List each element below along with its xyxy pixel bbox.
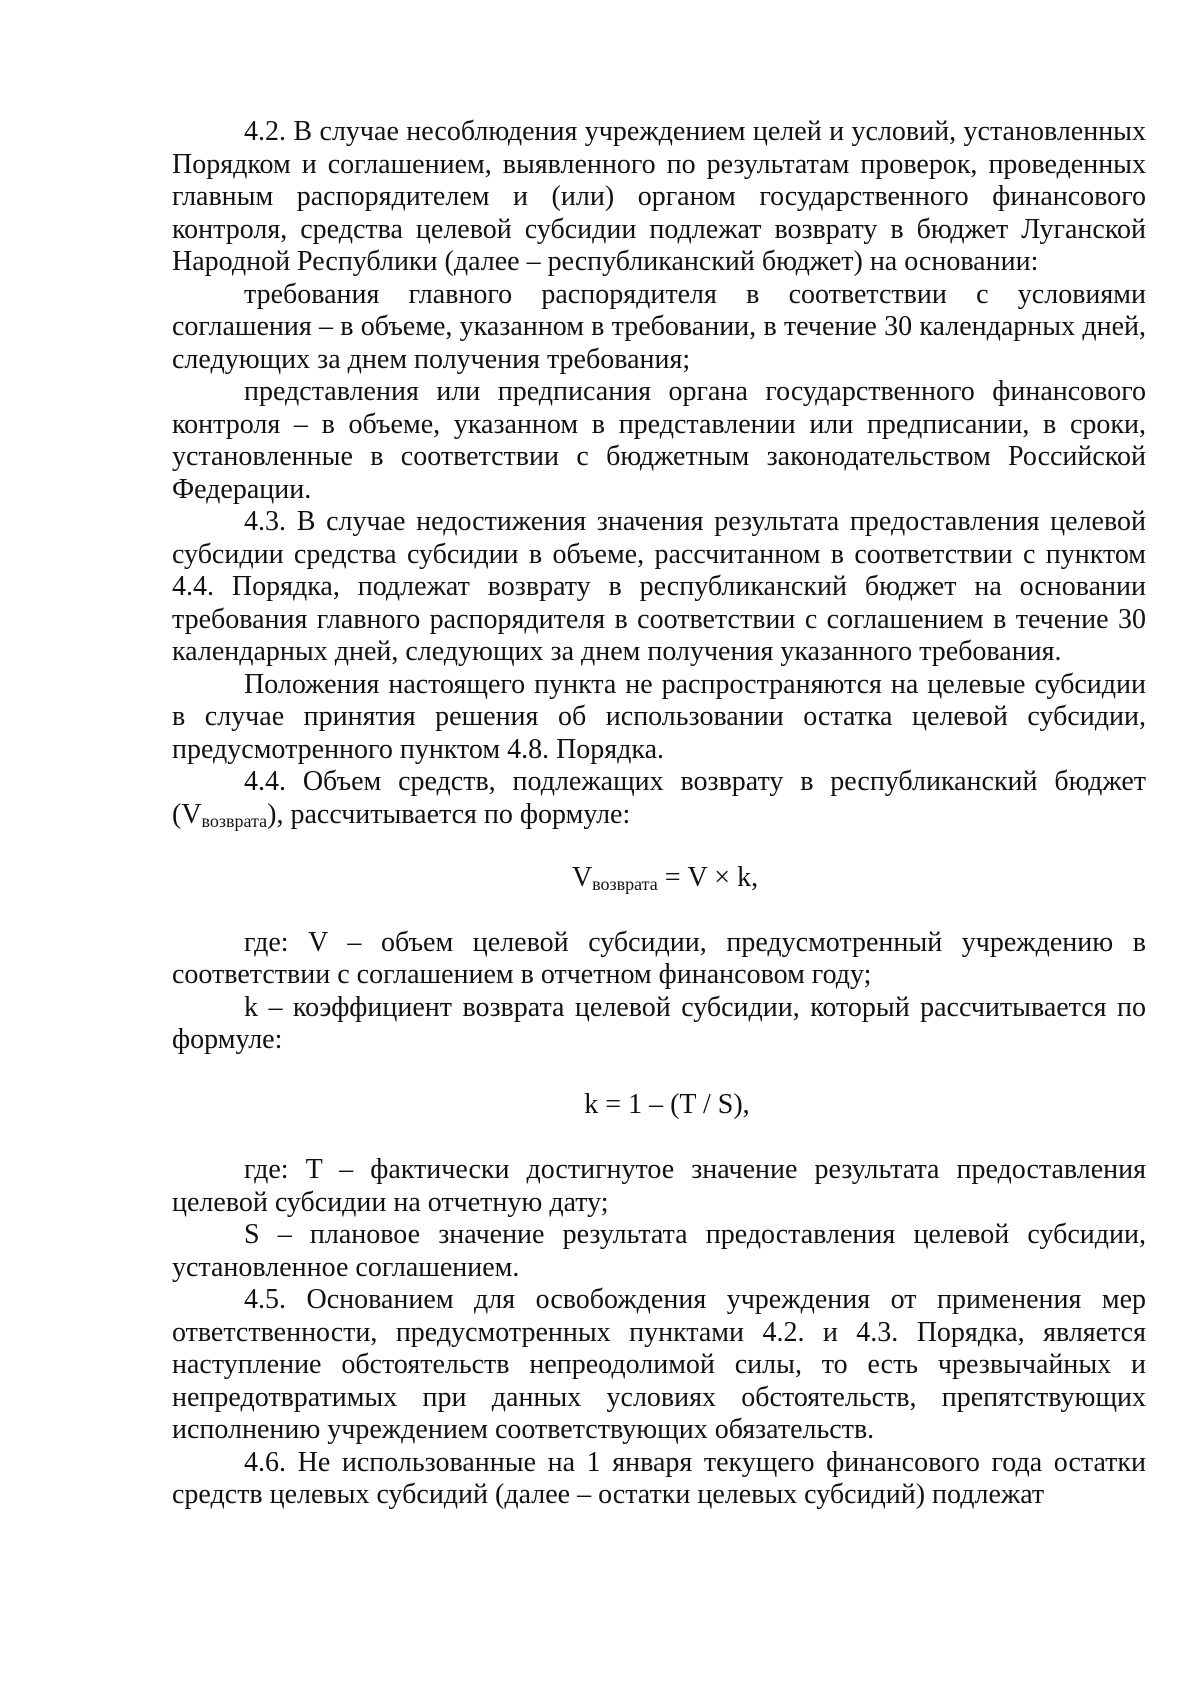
document-body bbox=[172, 116, 1146, 1512]
formula-return-volume-lhs: V bbox=[571, 862, 593, 893]
paragraph-coefficient-k: k – коэффициент возврата целевой субсидии, который рассчитывается по формуле: bbox=[172, 991, 1146, 1055]
paragraph-4-4 bbox=[172, 766, 1146, 831]
paragraph-4-5: 4.5. Основанием для освобождения учреждения от применения мер ответственности, предусмотренных пунктами 4.2. и 4.3. Порядка, является наступление обстоятельств непреодолимой силы, то есть чрезвычайных и непредотвратимых при данных условиях обстоятельств, препятствующих исполнению учреждением соответствующих обязательств. bbox=[172, 1284, 1146, 1445]
paragraph-requirement: требования главного распорядителя в соответствии с условиями соглашения – в объеме, указанном в требовании, в течение 30 календарных дней, следующих за днем получения требования; bbox=[172, 278, 1146, 375]
paragraph-representation: представления или предписания органа государственного финансового контроля – в объеме, указанном в представлении или предписании, в сроки, установленные в соответствии с бюджетным законодательством Российской Федерации. bbox=[172, 376, 1146, 505]
paragraph-4-3: 4.3. В случае недостижения значения результата предоставления целевой субсидии средства субсидии в объеме, рассчитанном в соответствии с пунктом 4.4. Порядка, подлежат возврату в республиканский бюджет на основании требования главного распорядителя в соответствии с соглашением в течение 30 календарных дней, следующих за днем получения указанного требования. bbox=[172, 506, 1146, 667]
paragraph-4-4-text-after: ), рассчитывается по формуле: bbox=[267, 798, 631, 830]
paragraph-provisions: Положения настоящего пункта не распространяются на целевые субсидии в случае принятия решения об использовании остатка целевой субсидии, предусмотренного пунктом 4.8. Порядка. bbox=[172, 668, 1146, 765]
formula-coefficient: k = 1 – (T / S), bbox=[584, 1088, 750, 1120]
paragraph-4-2: 4.2. В случае несоблюдения учреждением целей и условий, установленных Порядком и соглашением, выявленного по результатам проверок, проведенных главным распорядителем и (или) органом государственного финансового контроля, средства целевой субсидии подлежат возврату в бюджет Луганской Народной Республики (далее – республиканский бюджет) на основании: bbox=[172, 116, 1146, 277]
paragraph-4-4-subscript: возврата bbox=[201, 810, 268, 831]
formula-return-volume-subscript: возврата bbox=[592, 874, 658, 894]
paragraph-4-4-text-before: 4.4. Объем средств, подлежащих возврату в республиканский бюджет (V bbox=[172, 766, 1146, 830]
paragraph-4-6: 4.6. Не использованные на 1 января текущего финансового года остатки средств целевых субсидий (далее – остатки целевых субсидий) подлежат bbox=[172, 1446, 1146, 1510]
paragraph-where-t: где: T – фактически достигнутое значение результата предоставления целевой субсидии на отчетную дату; bbox=[172, 1154, 1146, 1218]
formula-return-volume-rhs: = V × k, bbox=[657, 862, 759, 893]
formula-return-volume bbox=[172, 862, 1146, 895]
paragraph-where-v: где: V – объем целевой субсидии, предусмотренный учреждению в соответствии с соглашением в отчетном финансовом году; bbox=[172, 926, 1146, 990]
paragraph-s: S – плановое значение результата предоставления целевой субсидии, установленное соглашением. bbox=[172, 1219, 1146, 1283]
